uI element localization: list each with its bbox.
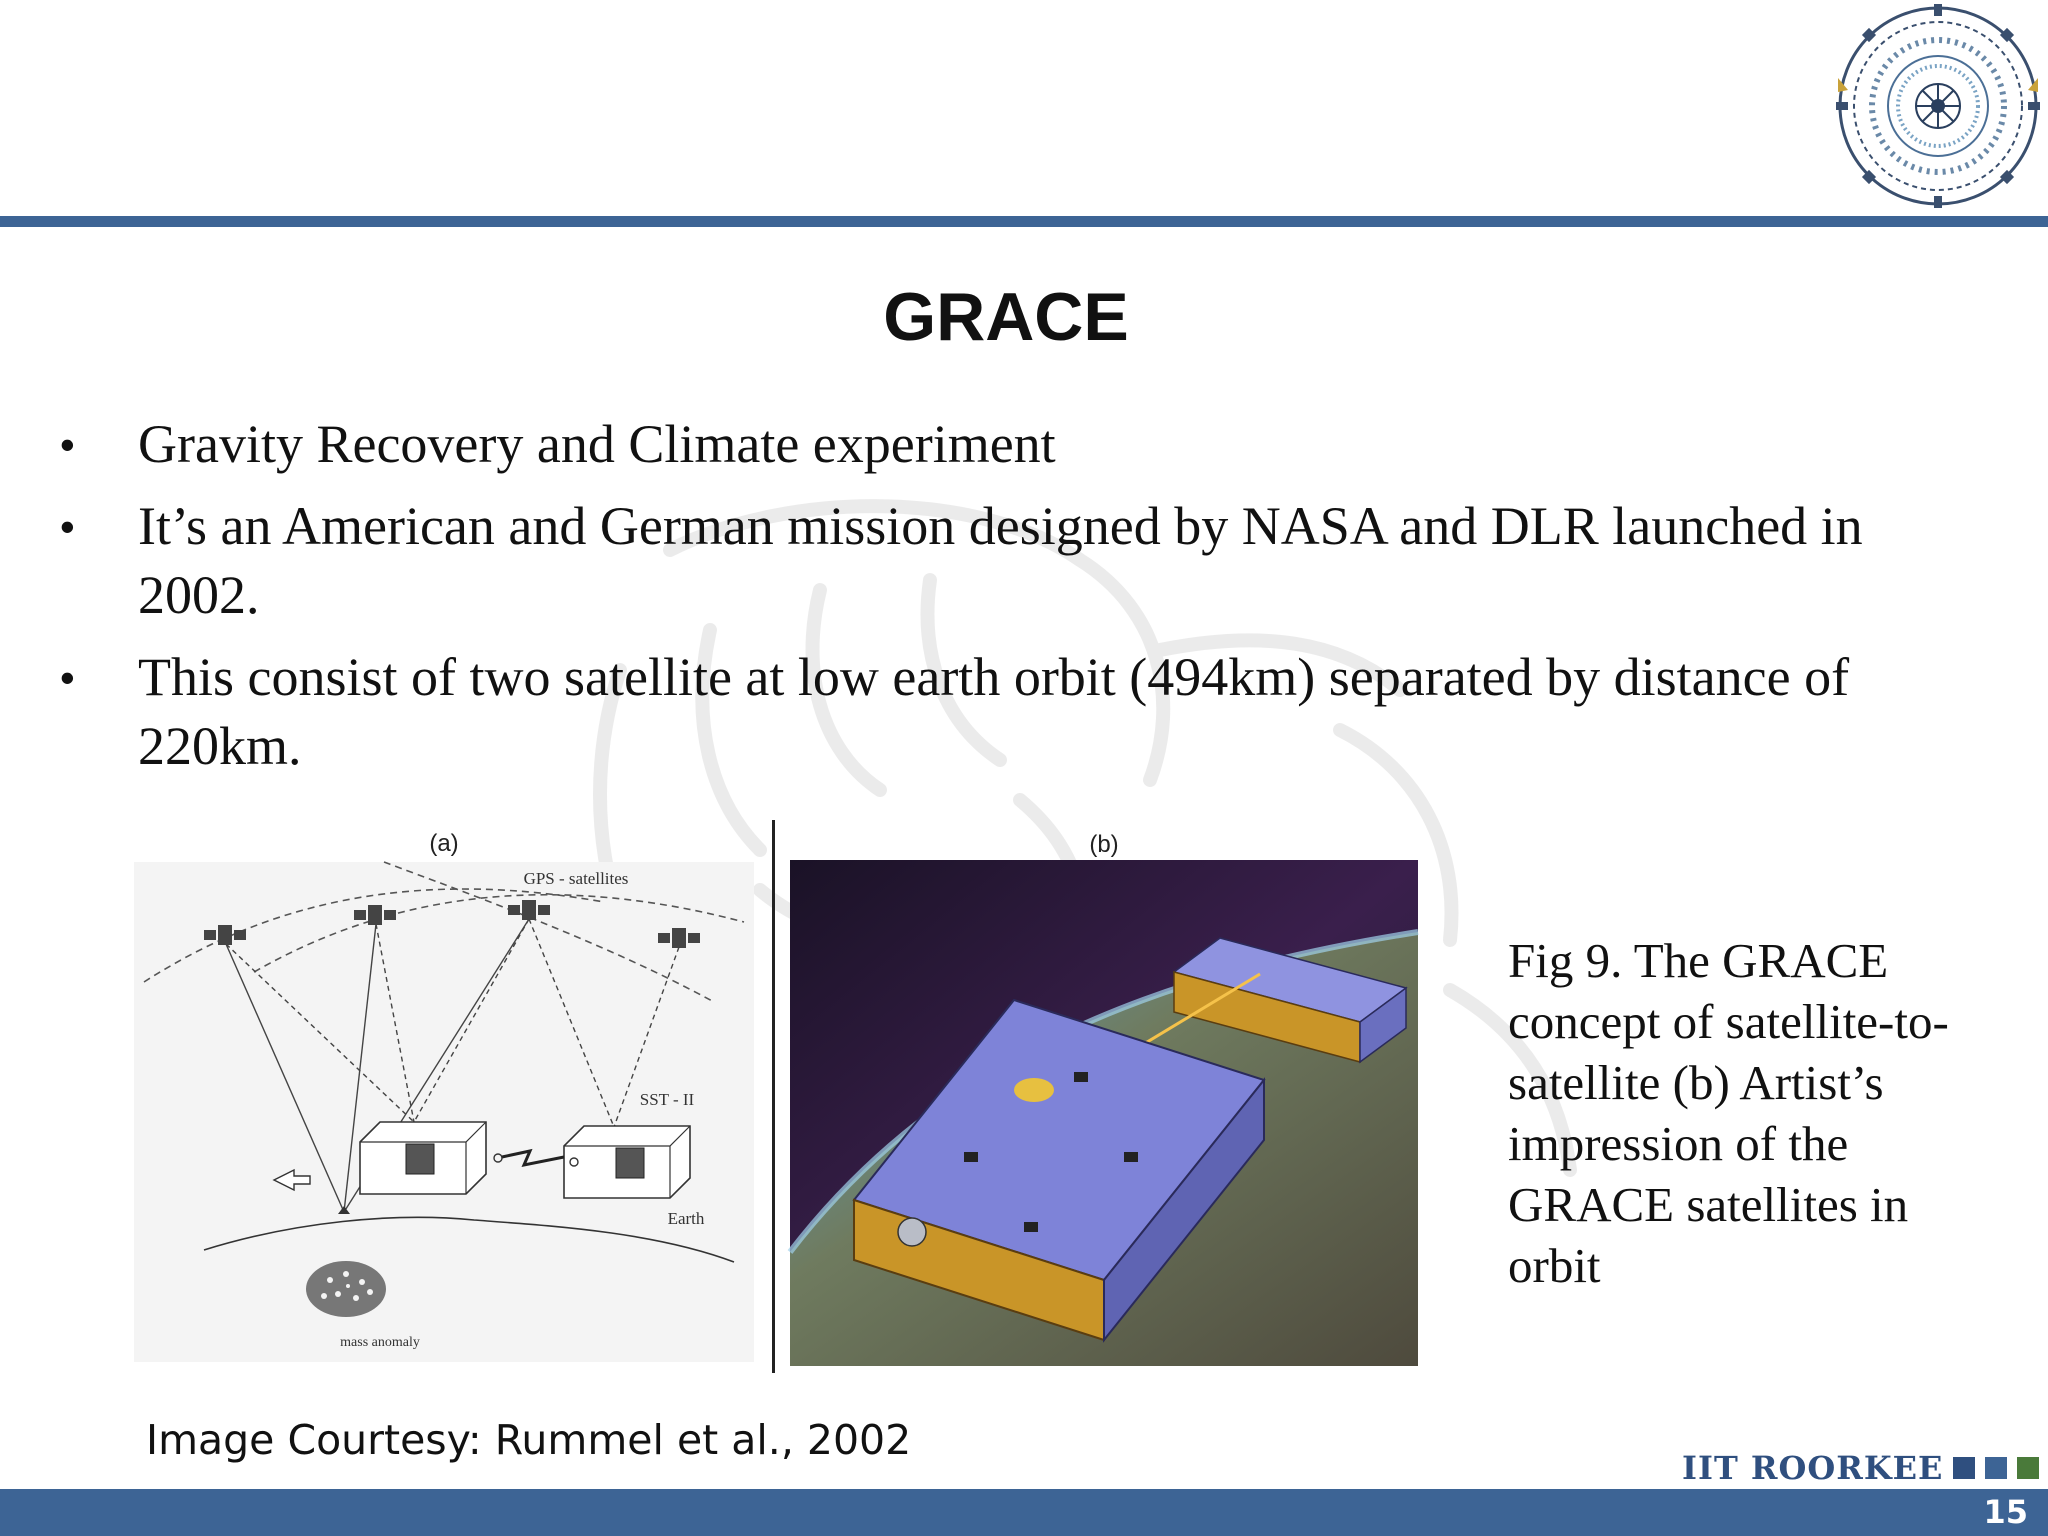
bullet-glyph: • [60,421,75,468]
bullet-text: It’s an American and German mission designed by NASA and DLR launched in 2002. [138,496,1863,625]
bullet-item [60,410,1990,479]
mass-anomaly-label: mass anomaly [340,1335,420,1350]
slide-title: GRACE [883,279,1129,355]
bullet-item [60,492,1990,630]
image-courtesy: Image Courtesy: Rummel et al., 2002 [146,1416,912,1464]
brand-square-icon [2017,1457,2039,1479]
bullet-list [60,410,1990,794]
earth-label: Earth [667,1209,705,1228]
figure-separator [772,820,775,1373]
brand-square-icon [1985,1457,2007,1479]
gps-satellites-label: GPS - satellites [523,869,629,888]
iit-roorkee-brand [1682,1450,2039,1486]
figure-b-grace-satellites-illustration [784,822,1420,1368]
bullet-glyph: • [60,503,75,550]
figure-a-sst-schematic [134,822,754,1362]
bullet-text: This consist of two satellite at low earth orbit (494km) separated by distance of 220km. [138,647,1850,776]
figure-a-panel-label: (a) [429,830,459,857]
brand-square-icon [1953,1457,1975,1479]
bullet-glyph: • [60,654,75,701]
bullet-text: Gravity Recovery and Climate experiment [138,414,1056,474]
brand-text: IIT ROORKEE [1682,1449,1944,1487]
bullet-item [60,643,1990,781]
sst-ii-label: SST - II [639,1090,695,1109]
top-divider-rule [0,216,2048,227]
figure-b-panel-label: (b) [1089,831,1119,858]
figure-caption: Fig 9. The GRACE concept of satellite-to-satellite (b) Artist’s impression of the GRACE satellites in orbit [1508,933,1949,1293]
bottom-bar [0,1489,2048,1536]
page-number: 15 [1983,1493,2028,1531]
institute-seal-logo [1828,0,2048,212]
